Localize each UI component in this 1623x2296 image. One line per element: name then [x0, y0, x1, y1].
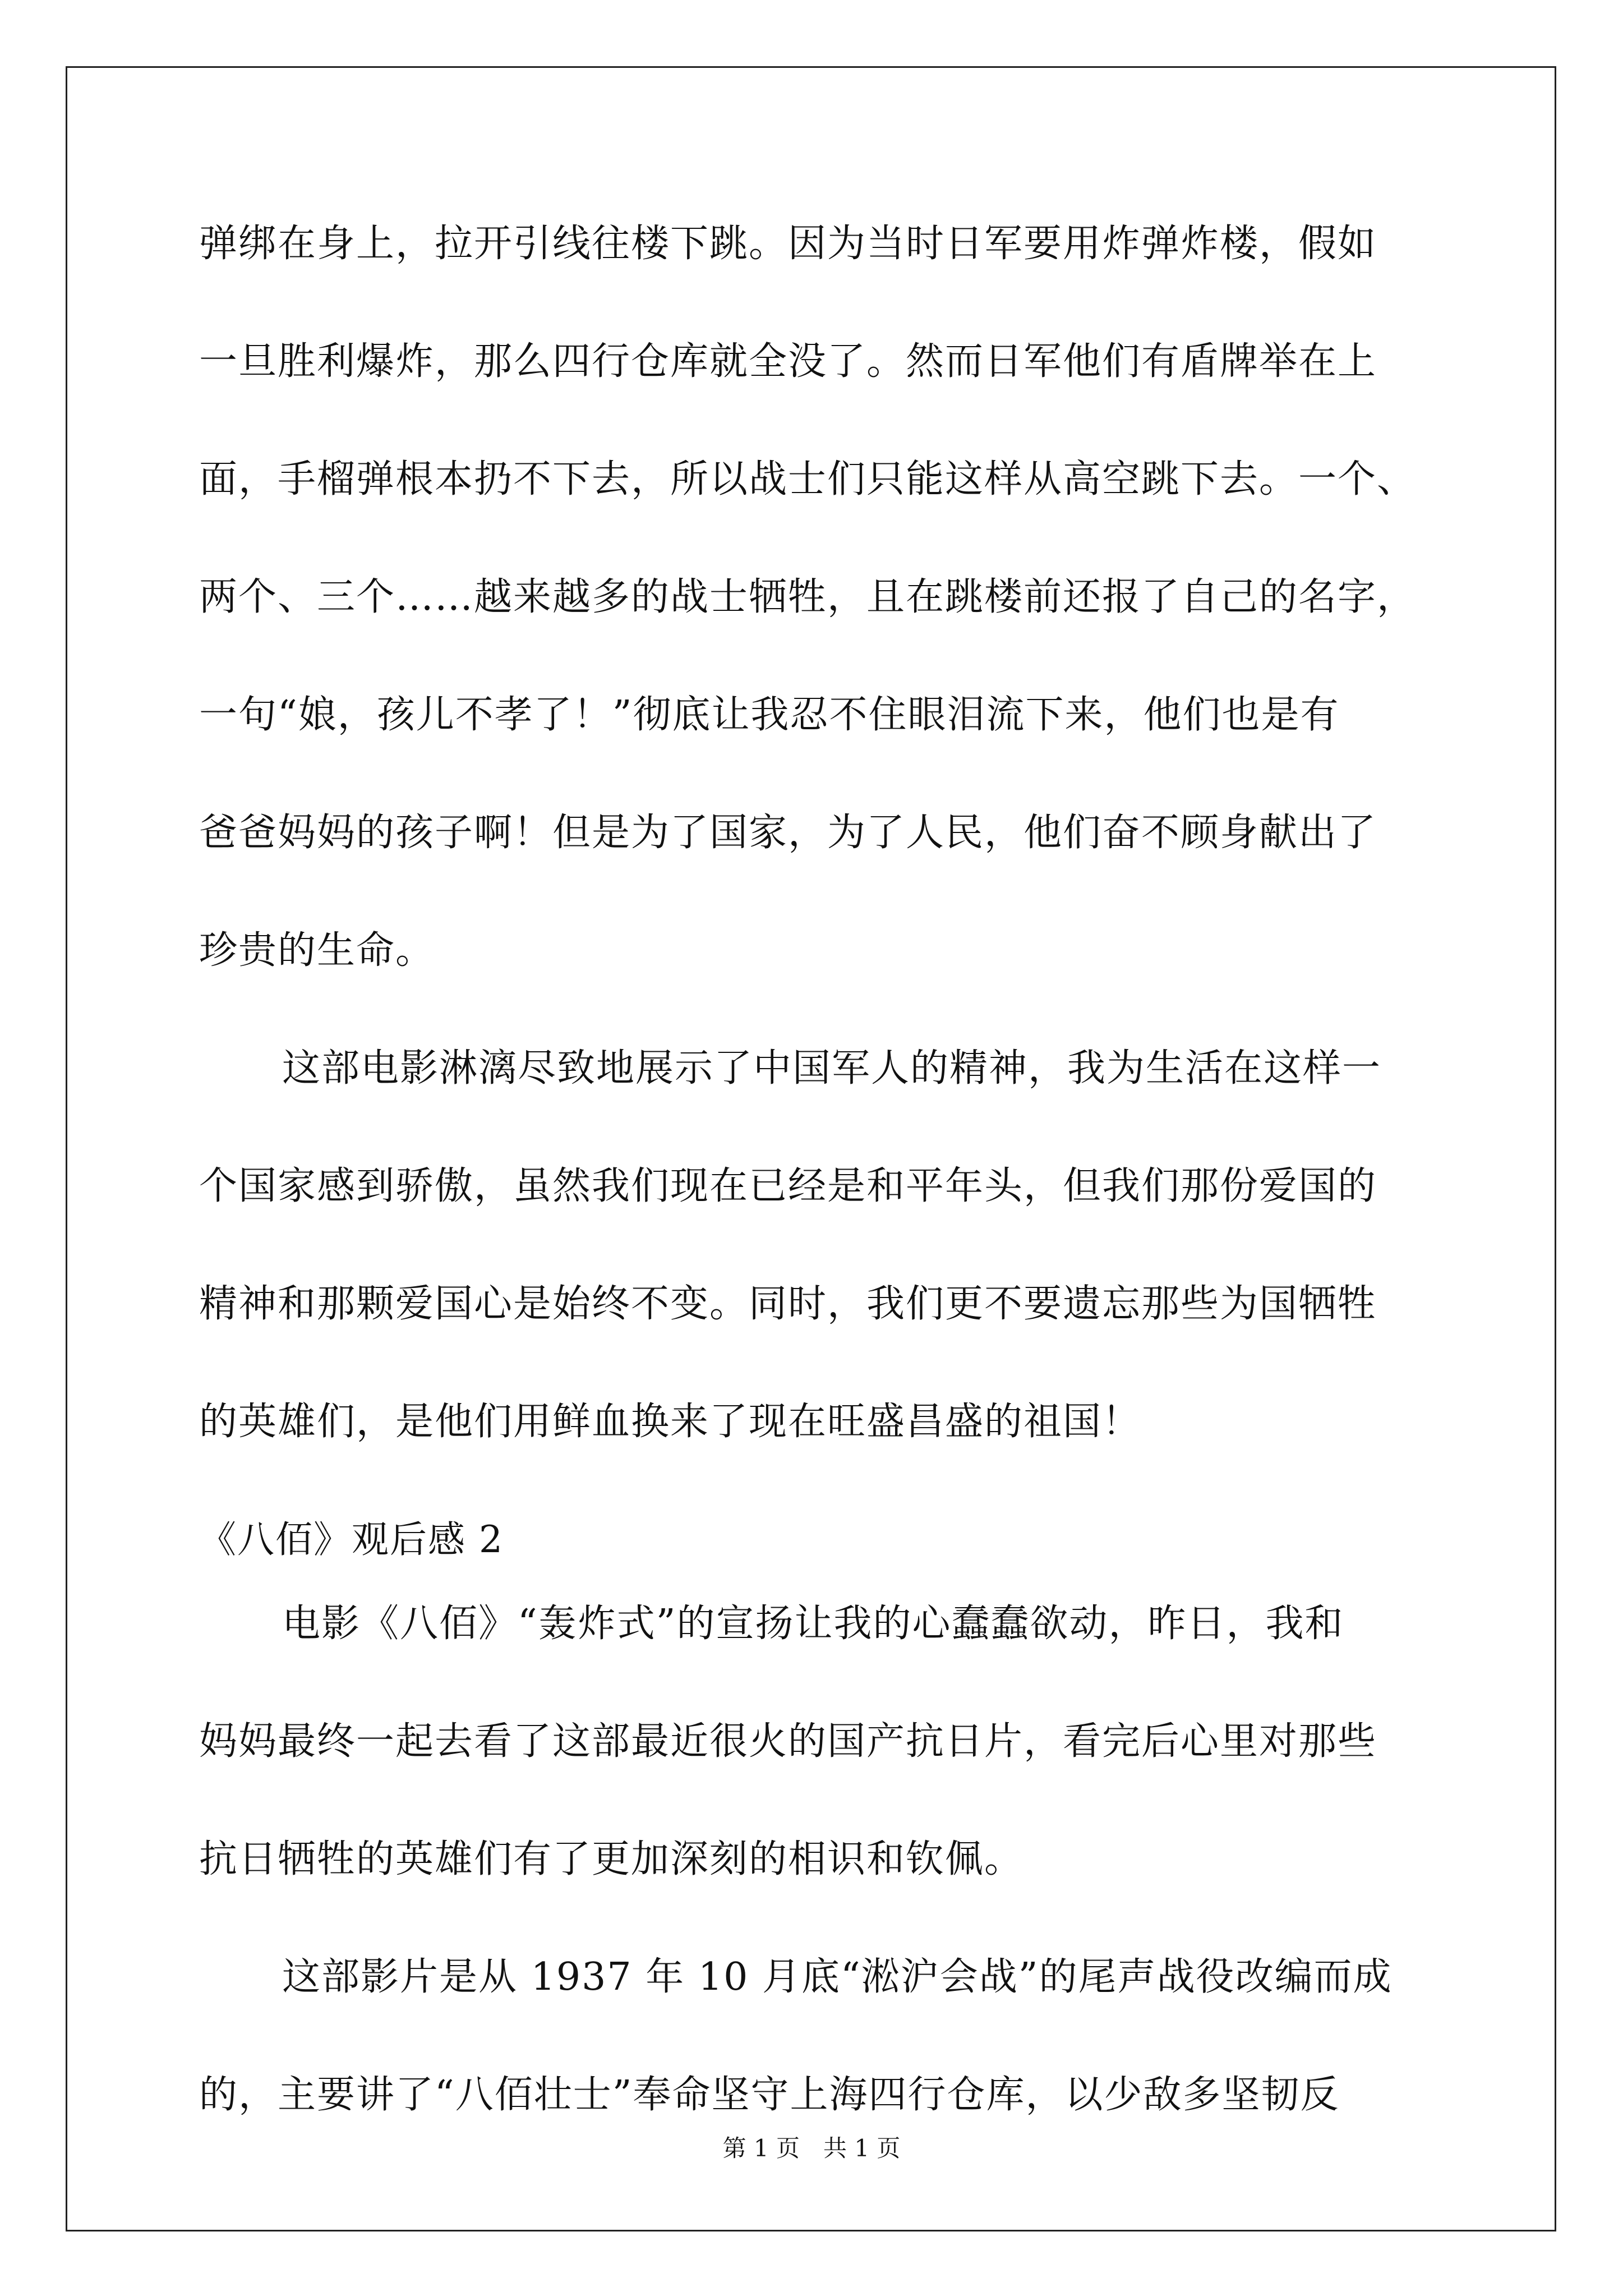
text-line: 爸爸妈妈的孩子啊！但是为了国家，为了人民，他们奋不顾身献出了: [199, 811, 1377, 855]
text-line: 一句“娘，孩儿不孝了！”彻底让我忍不住眼泪流下来，他们也是有: [199, 693, 1340, 737]
section-title: 《八佰》观后感 2: [199, 1518, 504, 1561]
paragraph-3: [199, 1590, 1433, 1944]
text-line: 个国家感到骄傲，虽然我们现在已经是和平年头，但我们那份爱国的: [199, 1164, 1377, 1208]
text-line: 妈妈最终一起去看了这部最近很火的国产抗日片，看完后心里对那些: [199, 1719, 1377, 1764]
text-line: 抗日牺牲的英雄们有了更加深刻的相识和钦佩。: [199, 1837, 1024, 1881]
text-line: 这部电影淋漓尽致地展示了中国军人的精神，我为生活在这样一: [282, 1046, 1382, 1091]
page-footer: 第 1 页 共 1 页: [722, 2134, 901, 2162]
text-line: 珍贵的生命。: [199, 928, 435, 973]
text-line: 面，手榴弹根本扔不下去，所以战士们只能这样从高空跳下去。一个、: [199, 457, 1417, 501]
paragraph-1: [199, 210, 1433, 1035]
text-line: 的，主要讲了“八佰壮士”奉命坚守上海四行仓库，以少敌多坚韧反: [199, 2073, 1340, 2117]
text-line: 精神和那颗爱国心是始终不变。同时，我们更不要遗忘那些为国牺牲: [199, 1282, 1377, 1326]
text-line: 一旦胜利爆炸，那么四行仓库就全没了。然而日军他们有盾牌举在上: [199, 339, 1377, 384]
document-body: [199, 210, 1433, 2179]
text-line: 两个、三个……越来越多的战士牺牲，且在跳楼前还报了自己的名字，: [199, 575, 1417, 619]
paragraph-2: [199, 1035, 1433, 1506]
text-line: 这部影片是从 1937 年 10 月底“淞沪会战”的尾声战役改编而成: [282, 1955, 1393, 1999]
text-line: 弹绑在身上，拉开引线往楼下跳。因为当时日军要用炸弹炸楼，假如: [199, 222, 1377, 266]
text-line: 电影《八佰》“轰炸式”的宣扬让我的心蠢蠢欲动，昨日，我和: [282, 1602, 1344, 1646]
text-line: 的英雄们，是他们用鲜血换来了现在旺盛昌盛的祖国！: [199, 1400, 1142, 1444]
